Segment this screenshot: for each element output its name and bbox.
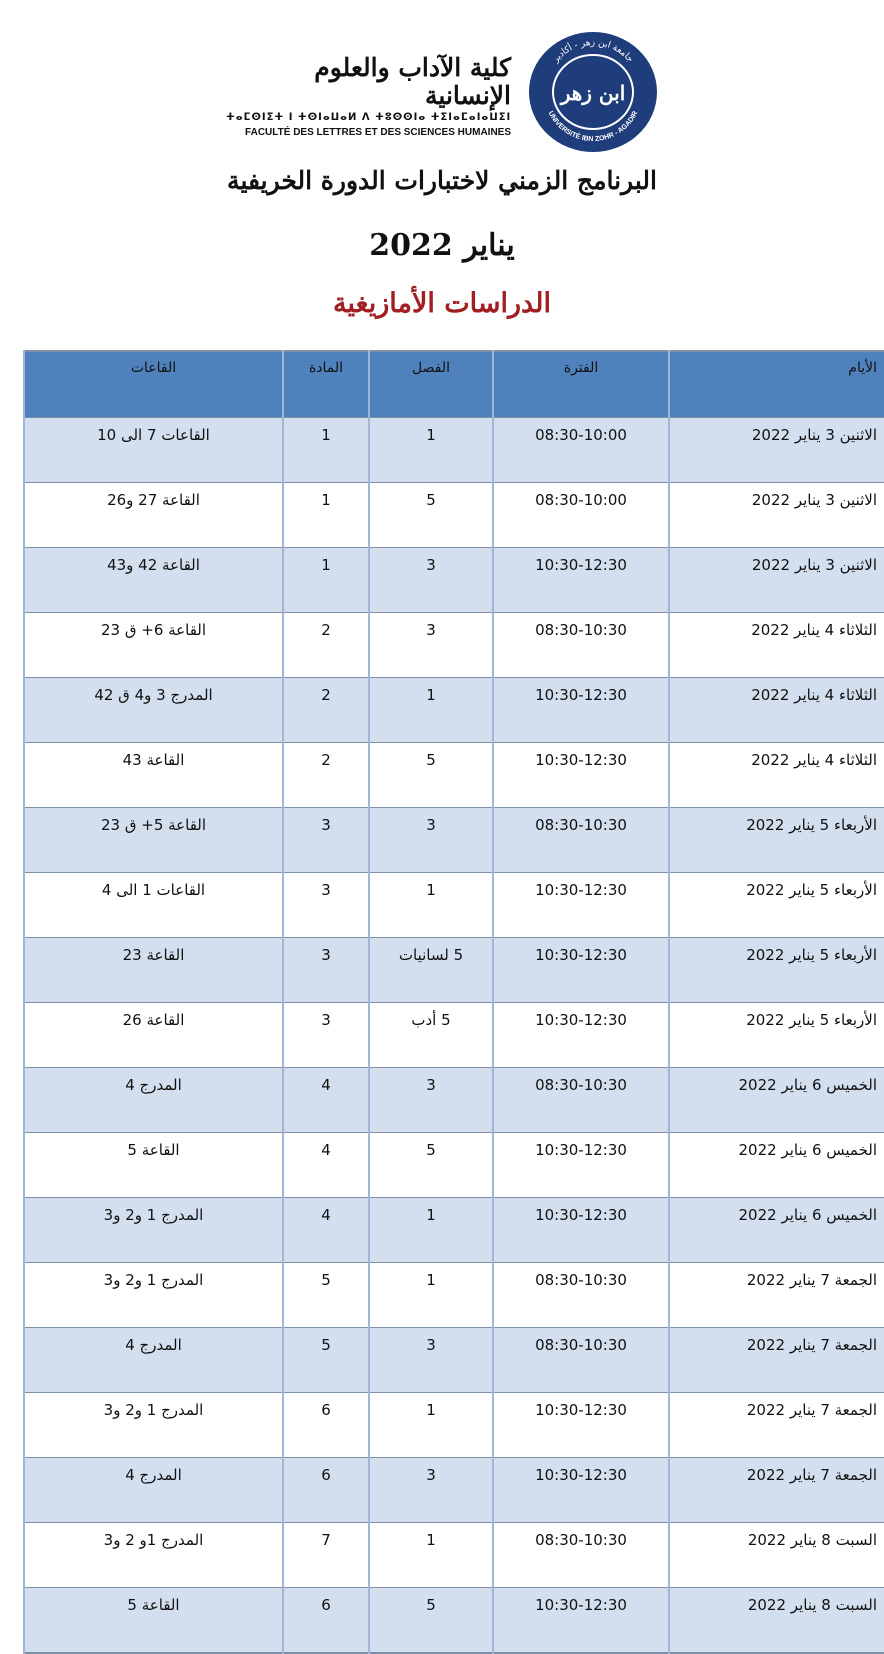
- cell-semester: 1: [369, 873, 493, 938]
- cell-subject: 6: [283, 1458, 369, 1523]
- cell-day: الجمعة 7 يناير 2022: [669, 1263, 884, 1328]
- table-row: [24, 1458, 884, 1523]
- cell-time: 10:30-12:30: [493, 1198, 669, 1263]
- faculty-name-tifinagh: ⵜⴰⵎⵙⵏⵉⵜ ⵏ ⵜⵙⵏⴰⵡⴰⵍ ⴷ ⵜⵓⵙⵙⵏⴰ ⵜⵉⵏⴰⵎⴰⵏⴰⵡⵉⵏ: [226, 112, 512, 123]
- cell-semester: 5 لسانيات: [369, 938, 493, 1003]
- department-title: الدراسات الأمازيغية: [333, 288, 551, 319]
- cell-semester: 1: [369, 1263, 493, 1328]
- table-row: [24, 418, 884, 483]
- cell-subject: 3: [283, 808, 369, 873]
- table-row: [24, 483, 884, 548]
- cell-day: الخميس 6 يناير 2022: [669, 1068, 884, 1133]
- cell-day: الأربعاء 5 يناير 2022: [669, 1003, 884, 1068]
- table-row: [24, 1328, 884, 1393]
- cell-time: 10:30-12:30: [493, 548, 669, 613]
- cell-day: السبت 8 يناير 2022: [669, 1588, 884, 1654]
- cell-day: الجمعة 7 يناير 2022: [669, 1393, 884, 1458]
- table-row: [24, 1133, 884, 1198]
- cell-subject: 1: [283, 483, 369, 548]
- table-row: [24, 1523, 884, 1588]
- table-row: [24, 548, 884, 613]
- table-row: [24, 808, 884, 873]
- cell-rooms: القاعة 42 و43: [24, 548, 283, 613]
- cell-rooms: القاعة 26: [24, 1003, 283, 1068]
- cell-semester: 1: [369, 418, 493, 483]
- table-row: [24, 1263, 884, 1328]
- table-row: [24, 1588, 884, 1654]
- university-seal-icon: [526, 30, 660, 154]
- cell-rooms: المدرج 4: [24, 1458, 283, 1523]
- cell-day: الجمعة 7 يناير 2022: [669, 1458, 884, 1523]
- cell-day: الخميس 6 يناير 2022: [669, 1133, 884, 1198]
- cell-semester: 5: [369, 483, 493, 548]
- cell-rooms: القاعة 43: [24, 743, 283, 808]
- cell-semester: 3: [369, 613, 493, 678]
- table-row: [24, 613, 884, 678]
- cell-rooms: القاعات 1 الى 4: [24, 873, 283, 938]
- table-header-row: [24, 351, 884, 418]
- cell-subject: 1: [283, 548, 369, 613]
- cell-time: 08:30-10:00: [493, 483, 669, 548]
- cell-day: الثلاثاء 4 يناير 2022: [669, 743, 884, 808]
- cell-rooms: المدرج 1و 2 و3: [24, 1523, 283, 1588]
- table-row: [24, 1068, 884, 1133]
- cell-day: الثلاثاء 4 يناير 2022: [669, 613, 884, 678]
- cell-subject: 5: [283, 1328, 369, 1393]
- cell-time: 08:30-10:30: [493, 808, 669, 873]
- cell-rooms: القاعات 7 الى 10: [24, 418, 283, 483]
- cell-time: 08:30-10:30: [493, 1068, 669, 1133]
- cell-subject: 1: [283, 418, 369, 483]
- cell-time: 10:30-12:30: [493, 1133, 669, 1198]
- table-row: [24, 743, 884, 808]
- cell-time: 10:30-12:30: [493, 1393, 669, 1458]
- cell-subject: 6: [283, 1393, 369, 1458]
- cell-day: الاثنين 3 يناير 2022: [669, 548, 884, 613]
- cell-subject: 2: [283, 613, 369, 678]
- table-row: [24, 678, 884, 743]
- faculty-name-french: FACULTÉ DES LETTRES ET DES SCIENCES HUMAINES: [245, 127, 511, 138]
- faculty-logo-text: [226, 54, 516, 140]
- cell-time: 08:30-10:30: [493, 1328, 669, 1393]
- cell-semester: 5: [369, 743, 493, 808]
- cell-day: السبت 8 يناير 2022: [669, 1523, 884, 1588]
- cell-semester: 1: [369, 1198, 493, 1263]
- cell-rooms: المدرج 4: [24, 1328, 283, 1393]
- header-time: الفترة: [493, 351, 669, 418]
- page-header: [0, 0, 884, 160]
- seal-latin-text: UNIVERSITÉ IBN ZOHR - AGADIR: [546, 110, 640, 144]
- cell-subject: 6: [283, 1588, 369, 1654]
- exam-schedule-table: [23, 350, 884, 1654]
- cell-rooms: القاعة 23: [24, 938, 283, 1003]
- cell-time: 08:30-10:30: [493, 1523, 669, 1588]
- table-row: [24, 873, 884, 938]
- cell-semester: 1: [369, 1523, 493, 1588]
- cell-rooms: القاعة 5: [24, 1133, 283, 1198]
- cell-day: الجمعة 7 يناير 2022: [669, 1328, 884, 1393]
- seal-arabic-text: جامعة ابن زهر - أكادير: [551, 37, 635, 65]
- cell-time: 10:30-12:30: [493, 678, 669, 743]
- seal-mark: ابن زهر: [560, 81, 626, 105]
- cell-semester: 5 أدب: [369, 1003, 493, 1068]
- cell-subject: 4: [283, 1133, 369, 1198]
- cell-time: 10:30-12:30: [493, 1588, 669, 1654]
- cell-rooms: المدرج 1 و2 و3: [24, 1393, 283, 1458]
- cell-semester: 3: [369, 1328, 493, 1393]
- cell-time: 08:30-10:30: [493, 1263, 669, 1328]
- schedule-title: البرنامج الزمني لاختبارات الدورة الخريفية: [227, 166, 657, 195]
- cell-day: الاثنين 3 يناير 2022: [669, 418, 884, 483]
- header-rooms: القاعات: [24, 351, 283, 418]
- cell-time: 08:30-10:00: [493, 418, 669, 483]
- cell-subject: 3: [283, 938, 369, 1003]
- cell-time: 10:30-12:30: [493, 938, 669, 1003]
- cell-semester: 3: [369, 548, 493, 613]
- cell-semester: 1: [369, 1393, 493, 1458]
- cell-rooms: القاعة 5+ ق 23: [24, 808, 283, 873]
- cell-subject: 4: [283, 1068, 369, 1133]
- cell-subject: 5: [283, 1263, 369, 1328]
- cell-rooms: المدرج 1 و2 و3: [24, 1198, 283, 1263]
- cell-time: 10:30-12:30: [493, 1003, 669, 1068]
- cell-day: الثلاثاء 4 يناير 2022: [669, 678, 884, 743]
- cell-rooms: القاعة 27 و26: [24, 483, 283, 548]
- cell-time: 10:30-12:30: [493, 743, 669, 808]
- cell-day: الأربعاء 5 يناير 2022: [669, 938, 884, 1003]
- cell-time: 08:30-10:30: [493, 613, 669, 678]
- header-subject: المادة: [283, 351, 369, 418]
- cell-subject: 3: [283, 1003, 369, 1068]
- cell-semester: 5: [369, 1133, 493, 1198]
- cell-semester: 1: [369, 678, 493, 743]
- cell-day: الأربعاء 5 يناير 2022: [669, 808, 884, 873]
- cell-day: الخميس 6 يناير 2022: [669, 1198, 884, 1263]
- cell-semester: 3: [369, 808, 493, 873]
- cell-rooms: المدرج 3 و4 ق 42: [24, 678, 283, 743]
- cell-rooms: القاعة 5: [24, 1588, 283, 1654]
- cell-semester: 5: [369, 1588, 493, 1654]
- cell-subject: 2: [283, 678, 369, 743]
- schedule-date: يناير 2022: [369, 228, 515, 263]
- cell-day: الاثنين 3 يناير 2022: [669, 483, 884, 548]
- cell-semester: 3: [369, 1458, 493, 1523]
- header-day: الأيام: [669, 351, 884, 418]
- table-row: [24, 1393, 884, 1458]
- table-row: [24, 1198, 884, 1263]
- cell-subject: 7: [283, 1523, 369, 1588]
- cell-subject: 3: [283, 873, 369, 938]
- table-row: [24, 938, 884, 1003]
- cell-semester: 3: [369, 1068, 493, 1133]
- table-row: [24, 1003, 884, 1068]
- cell-subject: 2: [283, 743, 369, 808]
- cell-rooms: المدرج 4: [24, 1068, 283, 1133]
- faculty-name-arabic: كلية الآداب والعلوم الإنسانية: [314, 53, 511, 110]
- cell-time: 10:30-12:30: [493, 1458, 669, 1523]
- cell-rooms: المدرج 1 و2 و3: [24, 1263, 283, 1328]
- cell-subject: 4: [283, 1198, 369, 1263]
- header-semester: الفصل: [369, 351, 493, 418]
- cell-day: الأربعاء 5 يناير 2022: [669, 873, 884, 938]
- cell-rooms: القاعة 6+ ق 23: [24, 613, 283, 678]
- cell-time: 10:30-12:30: [493, 873, 669, 938]
